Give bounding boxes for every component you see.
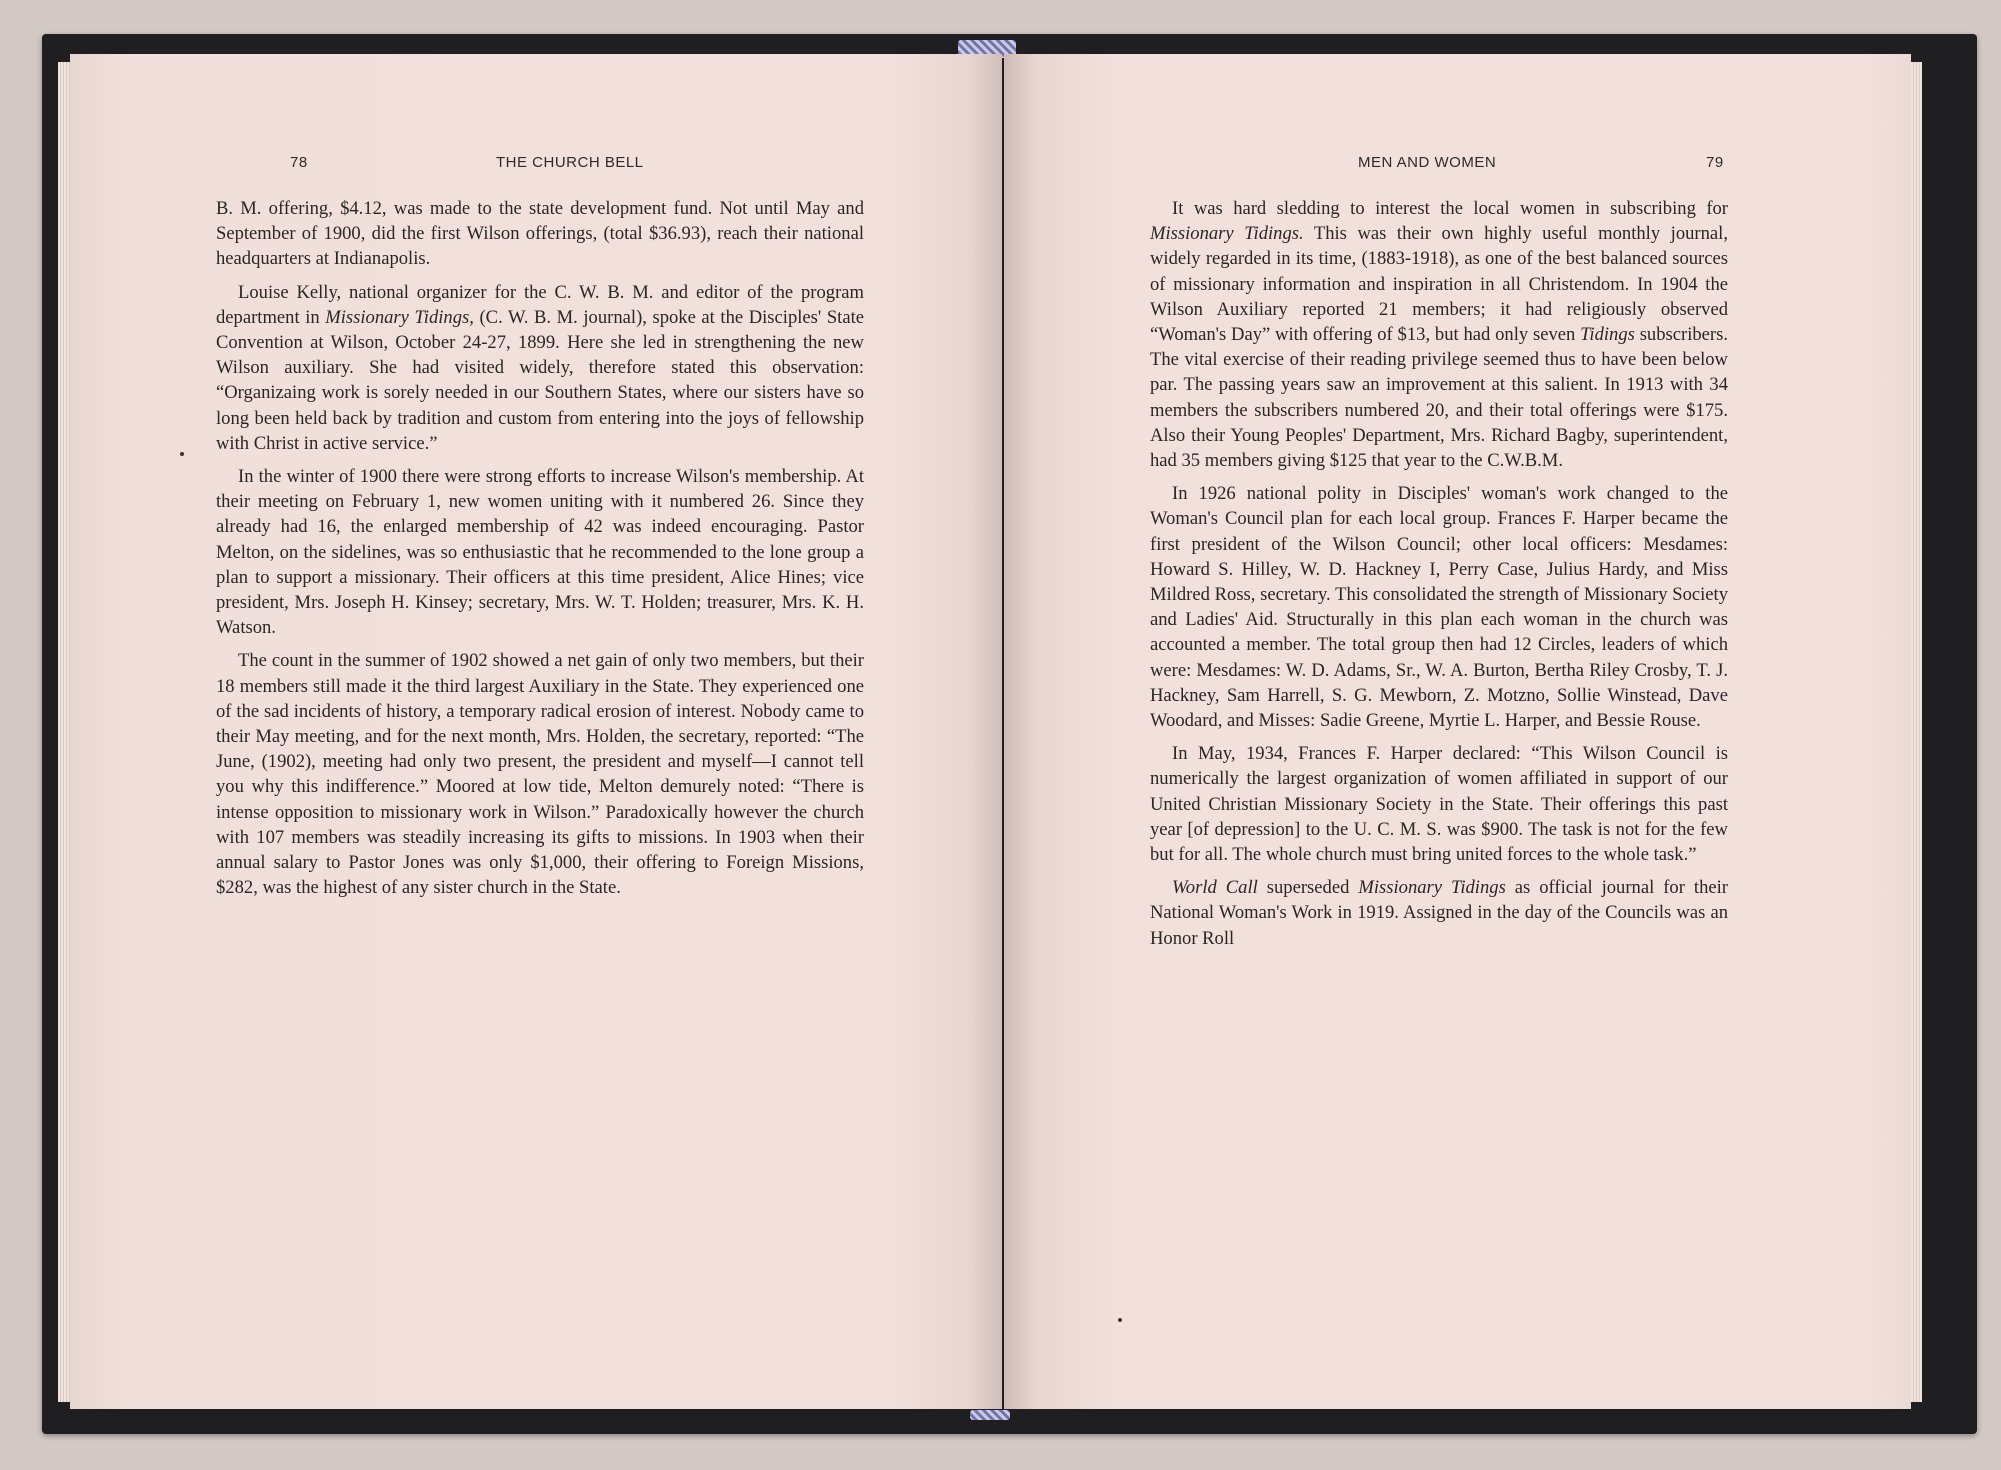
paper-speck (1118, 1318, 1122, 1322)
left-page-number: 78 (290, 154, 308, 171)
paragraph: B. M. offering, $4.12, was made to the state development fund. Not until May and September of 1900, did the first Wilson offerings, (total $36.93), reach their national headquarters at Indianapolis. (216, 198, 864, 270)
paragraph: The count in the summer of 1902 showed a net gain of only two members, but their 18 members still made it the third largest Auxiliary in the State. They experienced one of the sad incidents of history, a temporary radical erosion of interest. Nobody came to their May meeting, and for the next month, Mrs. Holden, the secretary, reported: “The June, (1902), meeting had only two present, the president and myself—I cannot tell you why this indifference.” Moored at low tide, Melton demurely noted: “There is intense opposition to missionary work in Wilson.” Paradoxically however the church with 107 members was steadily increasing its gifts to missions. In 1903 when their annual salary to Pastor Jones was only $1,000, their offering to Foreign Missions, $282, was the highest of any sister church in the State. (216, 650, 864, 899)
paragraph: It was hard sledding to interest the local women in subscribing for Missionary Tidings. This was their own highly useful monthly journal, widely regarded in its time, (1883-1918), as one of the best balanced sources of missionary information and inspiration in all Christendom. In 1904 the Wilson Auxiliary reported 21 members; it had religiously observed “Woman's Day” with offering of $13, but had only seven Tidings subscribers. The vital exercise of their reading privilege seemed thus to have been below par. The passing years saw an improvement at this salient. In 1913 with 34 members the subscribers numbered 20, and their total offerings were $175. Also their Young Peoples' Department, Mrs. Richard Bagby, superintendent, had 35 members giving $125 that year to the C.W.B.M. (1150, 198, 1728, 472)
right-page-number: 79 (1706, 154, 1724, 171)
right-page-body (1150, 196, 1728, 959)
right-running-head: MEN AND WOMEN (1358, 154, 1497, 171)
paragraph: In May, 1934, Frances F. Harper declared: “This Wilson Council is numerically the largest organization of women affiliated in support of our United Christian Missionary Society in the State. Their offerings this past year [of depression] to the U. C. M. S. was $900. The task is not for the few but for all. The whole church must bring united forces to the whole task.” (1150, 743, 1728, 866)
paragraph: World Call superseded Missionary Tidings as official journal for their National Woman's Work in 1919. Assigned in the day of the Councils was an Honor Roll (1150, 877, 1728, 949)
paragraph: Louise Kelly, national organizer for the C. W. B. M. and editor of the program department in Missionary Tidings, (C. W. B. M. journal), spoke at the Disciples' State Convention at Wilson, October 24-27, 1899. Here she led in strengthening the new Wilson auxiliary. She had visited widely, therefore stated this observation: “Organizaing work is sorely needed in our Southern States, where our sisters have so long been held back by tradition and custom from entering into the joys of fellowship with Christ in active service.” (216, 281, 864, 454)
paper-speck (180, 452, 184, 456)
spine-tailband (970, 1410, 1010, 1420)
paragraph: In the winter of 1900 there were strong efforts to increase Wilson's membership. At their meeting on February 1, new women uniting with it numbered 26. Since they already had 16, the enlarged membership of 42 was indeed encouraging. Pastor Melton, on the sidelines, was so enthusiastic that he recommended to the lone group a plan to support a missionary. Their officers at this time president, Alice Hines; vice president, Mrs. Joseph H. Kinsey; secretary, Mrs. W. T. Holden; treasurer, Mrs. K. H. Watson. (216, 466, 864, 639)
left-running-head: THE CHURCH BELL (496, 154, 644, 171)
left-page-body (216, 196, 864, 908)
paragraph: In 1926 national polity in Disciples' woman's work changed to the Woman's Council plan for each local group. Frances F. Harper became the first president of the Wilson Council; other local officers: Mesdames: Howard S. Hilley, W. D. Hackney I, Perry Case, Julius Hardy, and Miss Mildred Ross, secretary. This consolidated the strength of Missionary Society and Ladies' Aid. Structurally in this plan each woman in the church was accounted a member. The total group then had 12 Circles, leaders of which were: Mesdames: W. D. Adams, Sr., W. A. Burton, Bertha Riley Crosby, T. J. Hackney, Sam Harrell, S. G. Mewborn, Z. Motzno, Sollie Winstead, Dave Woodard, and Misses: Sadie Greene, Myrtie L. Harper, and Bessie Rouse. (1150, 483, 1728, 732)
